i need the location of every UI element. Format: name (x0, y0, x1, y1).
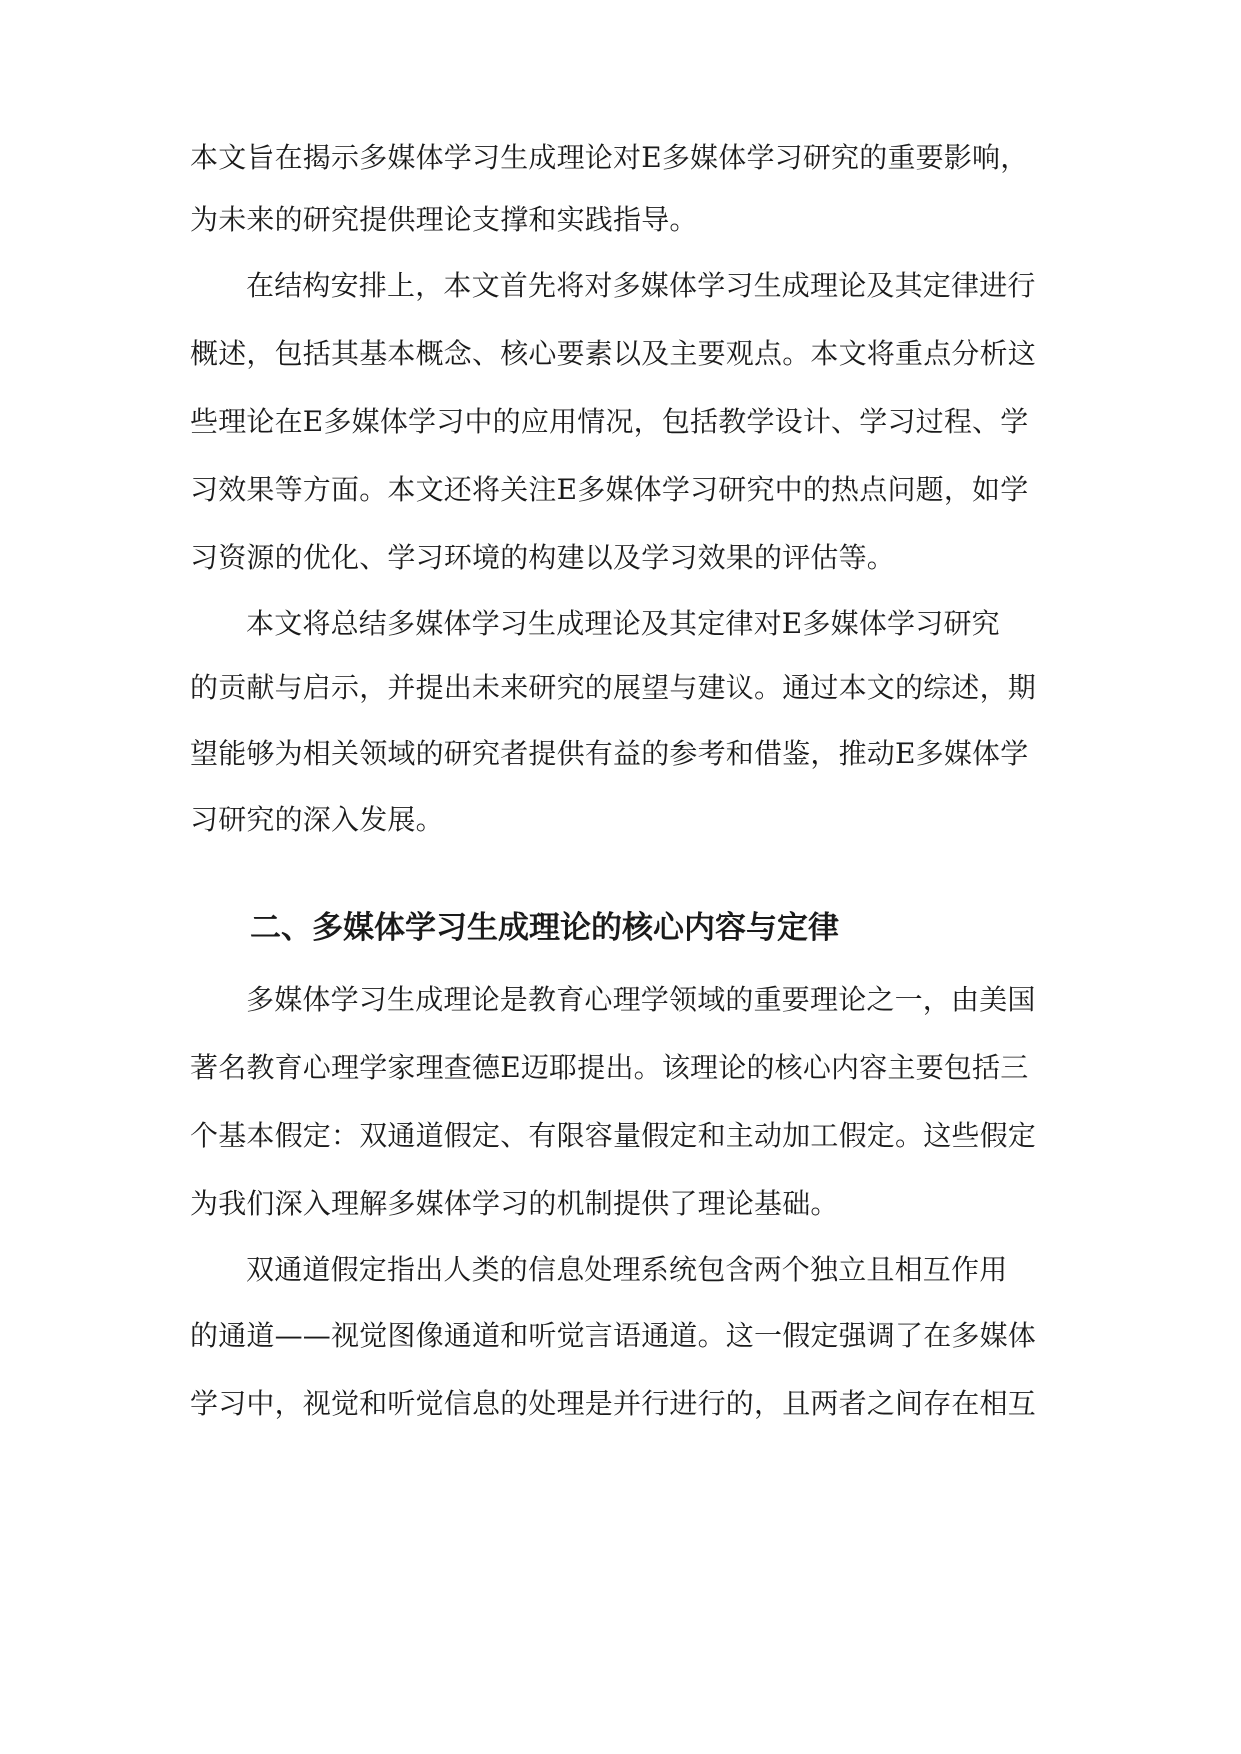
paragraph-line: 著名教育心理学家理查德E迈耶提出。该理论的核心内容主要包括三 (190, 1051, 1029, 1084)
section-heading: 二、多媒体学习生成理论的核心内容与定律 (250, 910, 839, 946)
paragraph-line: 望能够为相关领域的研究者提供有益的参考和借鉴，推动E多媒体学 (190, 737, 1029, 770)
paragraph-line: 些理论在E多媒体学习中的应用情况，包括教学设计、学习过程、学 (190, 405, 1029, 438)
paragraph-line: 双通道假定指出人类的信息处理系统包含两个独立且相互作用 (246, 1253, 1008, 1286)
paragraph-line: 学习中，视觉和听觉信息的处理是并行进行的，且两者之间存在相互 (190, 1387, 1037, 1420)
paragraph-line: 为未来的研究提供理论支撑和实践指导。 (190, 203, 698, 236)
paragraph-line: 习资源的优化、学习环境的构建以及学习效果的评估等。 (190, 541, 896, 574)
paragraph-line: 为我们深入理解多媒体学习的机制提供了理论基础。 (190, 1187, 839, 1220)
paragraph-line: 在结构安排上，本文首先将对多媒体学习生成理论及其定律进行 (246, 269, 1036, 302)
paragraph-line: 习研究的深入发展。 (190, 803, 444, 836)
paragraph-line: 多媒体学习生成理论是教育心理学领域的重要理论之一，由美国 (246, 983, 1036, 1016)
paragraph-line: 概述，包括其基本概念、核心要素以及主要观点。本文将重点分析这 (190, 337, 1037, 370)
paragraph-line: 个基本假定：双通道假定、有限容量假定和主动加工假定。这些假定 (190, 1119, 1037, 1152)
paragraph-line: 本文将总结多媒体学习生成理论及其定律对E多媒体学习研究 (246, 607, 1000, 640)
paragraph-line: 的贡献与启示，并提出未来研究的展望与建议。通过本文的综述，期 (190, 671, 1037, 704)
paragraph-line: 的通道——视觉图像通道和听觉言语通道。这一假定强调了在多媒体 (190, 1319, 1037, 1352)
paragraph-line: 习效果等方面。本文还将关注E多媒体学习研究中的热点问题，如学 (190, 473, 1029, 506)
paragraph-line: 本文旨在揭示多媒体学习生成理论对E多媒体学习研究的重要影响， (190, 141, 1029, 174)
